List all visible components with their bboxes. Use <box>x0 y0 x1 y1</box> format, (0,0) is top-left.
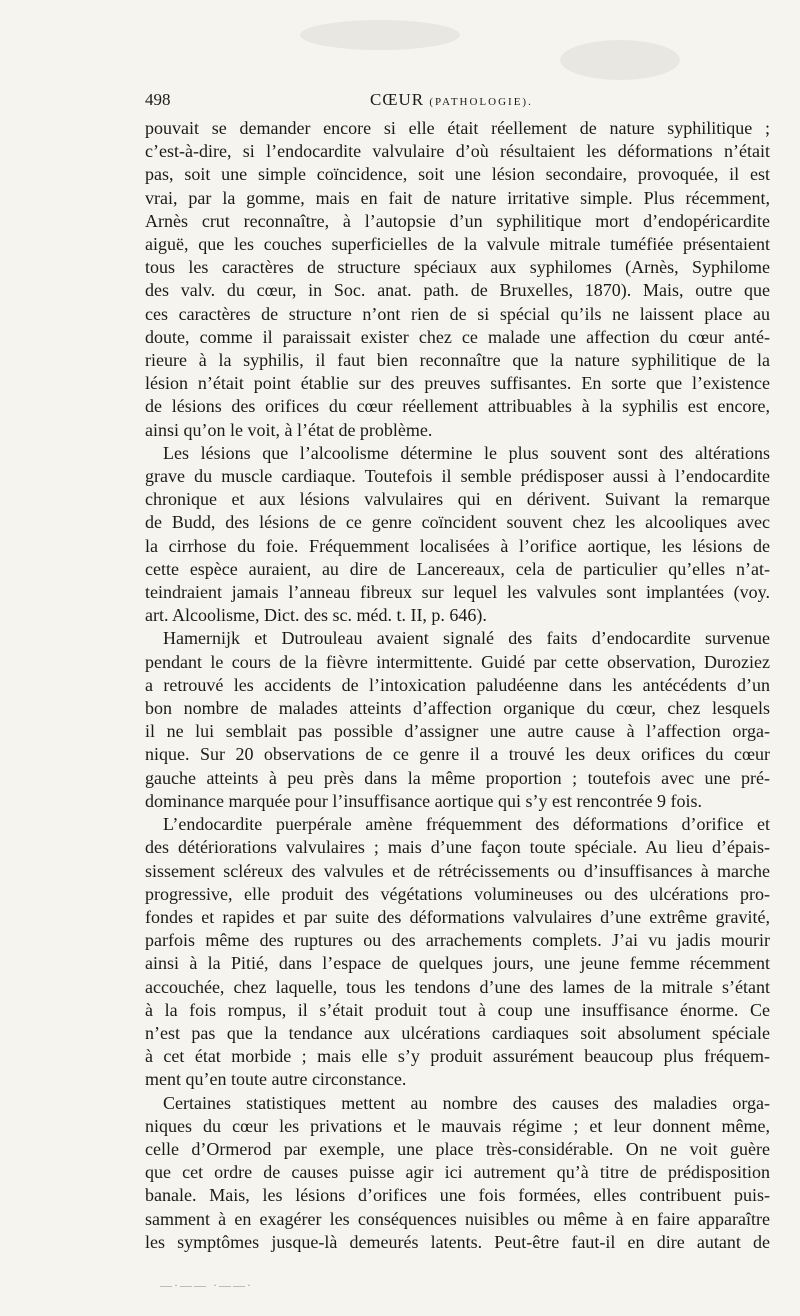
text-line: grave du muscle cardiaque. Toutefois il semble prédisposer aussi à l’endocardite <box>145 466 770 487</box>
text-line: vrai, par la gomme, mais en fait de nature irritative simple. Plus récemment, <box>145 187 770 208</box>
text-line: teindraient jamais l’anneau fibreux sur lequel les valvules sont implantées (voy. <box>145 582 770 603</box>
text-line: gauche atteints à peu près dans la même proportion ; toutefois avec une pré- <box>145 767 770 788</box>
text-line: chronique et aux lésions valvulaires qui en dérivent. Suivant la remarque <box>145 489 770 510</box>
text-line: dominance marquée pour l’insuffisance aortique qui s’y est rencontrée 9 fois. <box>145 790 702 811</box>
text-line: des détériorations valvulaires ; mais d’une façon toute spéciale. Au lieu d’épais- <box>145 837 770 858</box>
text-line: n’est pas que la tendance aux ulcérations cardiaques soit absolument spéciale <box>145 1022 770 1043</box>
text-line: de lésions des orifices du cœur réellement attribuables à la syphilis est encore, <box>145 396 770 417</box>
text-line: à cet état morbide ; mais elle s’y produit assurément beaucoup plus fréquem- <box>145 1046 770 1067</box>
text-line: il ne lui semblait pas possible d’assigner une autre cause à l’affection orga- <box>145 721 770 742</box>
text-line: ment qu’en toute autre circonstance. <box>145 1069 407 1090</box>
text-line: niques du cœur les privations et le mauvais régime ; et leur donnent même, <box>145 1115 770 1136</box>
running-header <box>145 90 770 116</box>
text-line: les symptômes jusque-là demeurés latents. Peut-être faut-il en dire autant de <box>145 1231 770 1252</box>
text-line: samment à en exagérer les conséquences nuisibles ou même à en faire apparaître <box>145 1208 770 1229</box>
text-line: c’est-à-dire, si l’endocardite valvulaire d’où résultaient les déformations n’était <box>145 141 770 162</box>
text-line: art. Alcoolisme, Dict. des sc. méd. t. II, p. 646). <box>145 605 487 626</box>
text-line: lésion n’était point établie sur des preuves suffisantes. En sorte que l’existence <box>145 373 770 394</box>
text-line: accouchée, chez laquelle, tous les tendons d’une des lames de la mitrale s’étant <box>145 976 770 997</box>
text-line: nique. Sur 20 observations de ce genre il a trouvé les deux orifices du cœur <box>145 744 770 765</box>
text-line: ainsi à la Pitié, dans l’espace de quelques jours, une jeune femme récemment <box>145 953 770 974</box>
text-line: rieure à la syphilis, il faut bien reconnaître que la nature syphilitique de la <box>145 350 770 371</box>
paper-stain <box>300 20 460 50</box>
body-text <box>145 117 770 1254</box>
paper-stain <box>560 40 680 80</box>
text-line: aiguë, que les couches superficielles de la valvule mitrale tuméfiée présentaient <box>145 234 770 255</box>
text-line: ainsi qu’on le voit, à l’état de problème. <box>145 419 433 440</box>
paragraph-start: L’endocardite puerpérale amène fréquemment des déformations d’orifice et <box>163 814 770 835</box>
text-line: à la fois rompus, il s’était produit tout à coup une insuffisance énorme. Ce <box>145 999 770 1020</box>
text-line: parfois même des ruptures ou des arrachements complets. J’ai vu jadis mourir <box>145 930 770 951</box>
text-line: sissement scléreux des valvules et de rétrécissements ou d’insuffisances à marche <box>145 860 770 881</box>
text-line: celle d’Ormerod par exemple, une place très-considérable. On ne voit guère <box>145 1138 770 1159</box>
text-line: que cet ordre de causes puisse agir ici autrement qu’à titre de prédisposition <box>145 1162 770 1183</box>
paragraph-start: Hamernijk et Dutrouleau avaient signalé des faits d’endocardite survenue <box>163 628 770 649</box>
running-title-main: CŒUR <box>370 90 425 109</box>
text-line: bon nombre de malades atteints d’affection organique du cœur, chez lesquels <box>145 698 770 719</box>
text-line: cette espèce auraient, au dire de Lancereaux, cela de particulier qu’elles n’at- <box>145 558 770 579</box>
text-line: pendant le cours de la fièvre intermittente. Guidé par cette observation, Duroziez <box>145 651 770 672</box>
text-line: pas, soit une simple coïncidence, soit une lésion secondaire, provoquée, il est <box>145 164 770 185</box>
text-line: de Budd, des lésions de ce genre coïncident souvent chez les alcooliques avec <box>145 512 770 533</box>
footer-smudge: —·—— ·——· <box>160 1278 253 1292</box>
text-line: a retrouvé les accidents de l’intoxication paludéenne dans les antécédents d’un <box>145 674 770 695</box>
text-line: progressive, elle produit des végétations volumineuses ou des ulcérations pro- <box>145 883 770 904</box>
text-line: fondes et rapides et par suite des déformations valvulaires d’une extrême gravité, <box>145 906 770 927</box>
running-title-sub: (PATHOLOGIE). <box>429 96 533 108</box>
text-line: des valv. du cœur, in Soc. anat. path. de Bruxelles, 1870). Mais, outre que <box>145 280 770 301</box>
text-line: Arnès crut reconnaître, à l’autopsie d’un syphilitique mort d’endopéricardite <box>145 210 770 231</box>
text-line: ces caractères de structure n’ont rien de si spécial qu’ils ne laissent place au <box>145 303 770 324</box>
page-number: 498 <box>145 90 171 109</box>
paragraph-start: Les lésions que l’alcoolisme détermine le plus souvent sont des altérations <box>163 442 770 463</box>
text-line: pouvait se demander encore si elle était réellement de nature syphilitique ; <box>145 118 770 138</box>
text-line: banale. Mais, les lésions d’orifices une fois formées, elles contribuent puis- <box>145 1185 770 1206</box>
text-line: doute, comme il paraissait exister chez ce malade une affection du cœur anté- <box>145 326 770 347</box>
running-title <box>370 90 533 110</box>
paragraph-start: Certaines statistiques mettent au nombre des causes des maladies orga- <box>163 1092 770 1113</box>
text-line: la cirrhose du foie. Fréquemment localisées à l’orifice aortique, les lésions de <box>145 535 770 556</box>
text-line: tous les caractères de structure spéciaux aux syphilomes (Arnès, Syphilome <box>145 257 770 278</box>
